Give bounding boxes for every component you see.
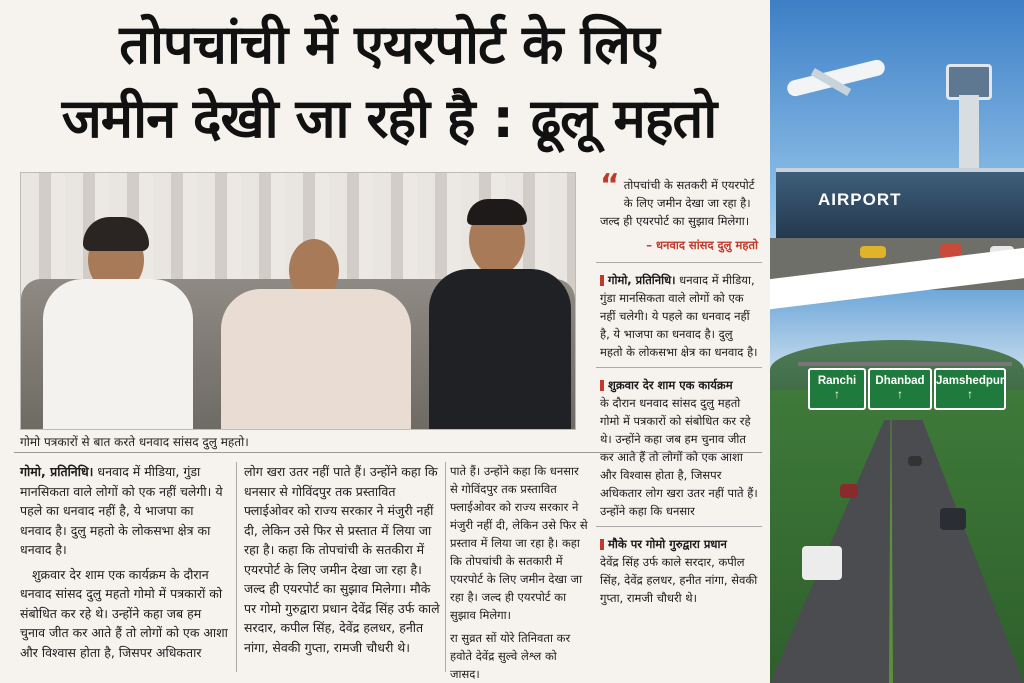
section-text: के दौरान धनवाद सांसद दुलु महतो गोमो में पत्रकारों को संबोधित कर रहे थे। उन्होंने कहा जब हम चुनाव जीत कर आते हैं तो लोगों को एक आशा और विश्वास होता है, जिसपर अधिकतार लोग खरा उतर नहीं पाते हैं। उन्होंने कहा कि धनसार [600,396,758,518]
road-sign-jamshedpur: Jamshedpur ↑ [934,368,1006,410]
headline-line-1: तोपचांची में एयरपोर्ट के लिए [119,13,659,76]
article-paragraph: रा सुव्रत सों योरे तिनिवता कर हवोते देवेंद्र सुल्वे लेश्ल को जासद। [450,631,571,681]
sidebar-section [596,527,762,613]
news-photo [20,172,576,430]
article-column-1 [20,462,228,667]
section-marker-icon [600,380,604,391]
article-paragraph: लोग खरा उतर नहीं पाते हैं। उन्होंने कहा कि धनसार से गोविंदपुर तक प्रस्तावित फ्लाईओवर को राज्य सरकार ने मंजुरी नहीं दी, लेकिन उसे फिर से प्रस्तात में लिया जा रहा है। कहा कि तोपचांची के सतकीरा में एयरपोर्ट के लिए जमीन देखा जा रहा है। जल्द ही एयरपोर्ट का सुझाव मिलेगा। मौके पर गोमो गुरुद्वारा प्रधान देवेंद्र सिंह उर्फ काले सरदार, कपील सिंह, देवेंद्र हलधर, हनीत नांगा, सेवकी गुप्ता, रामजी चौधरी थे। [244,464,440,655]
column-divider [445,462,446,672]
sign-gantry [798,362,1012,366]
quote-author: – धनवाद सांसद दुलु महतो [646,238,758,252]
section-head: शुक्रवार देर शाम एक कार्यक्रम [608,378,733,392]
vehicle [940,508,966,530]
quote-text: तोपचांची के सतकरी में एयरपोर्ट के लिए जमीन देखा जा रहा है। जल्द ही एयरपोर्ट का सुझाव मिलेगा। [600,178,755,228]
illustration-panel [770,0,1024,683]
sidebar-section [596,263,762,368]
article-paragraph: गोमो, प्रतिनिधि। धनवाद में मीडिया, गुंडा मानसिकता वाले लोगों को एक नहीं चलेगी। ये पहले का धनवाद नहीं है, ये भाजपा का धनवाद है। दुलु महतो के लोकसभा क्षेत्र का धनवाद है। [20,464,223,557]
arrow-up-icon: ↑ [834,387,840,401]
headline-line-2: जमीन देखी जा रही है : ढूलू महतो [61,87,717,150]
vehicle [840,484,858,498]
section-marker-icon [600,275,604,286]
section-text: देवेंद्र सिंह उर्फ काले सरदार, कपील सिंह, देवेंद्र हलधर, हनीत नांगा, सेवकी गुप्ता, रामजी चौधरी थे। [600,555,758,605]
arrow-up-icon: ↑ [897,387,903,401]
road-sign-dhanbad: Dhanbad ↑ [868,368,932,410]
dateline: गोमो, प्रतिनिधि। [20,464,94,479]
arrow-up-icon: ↑ [967,387,973,401]
section-text: धनवाद में मीडिया, गुंडा मानसिकता वाले लोगों को एक नहीं चलेगी। ये पहले का धनवाद नहीं है, ये भाजपा का धनवाद है। दुलु महतो के लोकसभा क्षेत्र का धनवाद है। [600,273,758,359]
vehicle [860,246,886,258]
quote-box [596,168,762,263]
article-paragraph: शुक्रवार देर शाम एक कार्यक्रम के दौरान धनवाद सांसद दुलु महतो गोमो में पत्रकारों को संबोधित कर रहे थे। उन्होंने कहा जब हम चुनाव जीत कर आते हैं तो लोगों को एक आशा और विश्वास होता है, जिसपर अधिकतार [20,566,228,660]
quote-mark-icon: “ [600,168,620,203]
person-right [421,199,571,429]
section-marker-icon [600,539,604,550]
headline [14,8,764,156]
person-left-turban [43,209,193,429]
vehicle [908,456,922,466]
vehicle [802,546,842,580]
section-head: गोमो, प्रतिनिधि। [608,273,676,287]
section-head: मौके पर गोमो गुरुद्वारा प्रधान [608,537,727,551]
road-sign-ranchi: Ranchi ↑ [808,368,866,410]
article-column-3 [450,462,588,683]
article-paragraph: पाते हैं। उन्होंने कहा कि धनसार से गोविंदपुर तक प्रस्तावित फ्लाईओवर को राज्य सरकार ने मंजुरी नहीं दी, लेकिन उसे फिर से प्रस्ताव में लिया जा रहा है। कहा कि तोपचांची के सतकारी में एयरपोर्ट के लिए जमीन देखा जा रहा है। जल्द ही एयरपोर्ट का सुझाव मिलेगा। [450,464,588,622]
person-center [211,219,411,429]
column-divider [236,462,237,672]
sidebar-section [596,368,762,527]
article-column-2 [244,462,440,662]
sidebar [596,168,762,678]
photo-caption: गोमो पत्रकारों से बात करते धनवाद सांसद दुलु महतो। [20,435,249,449]
airport-sign: AIRPORT [818,190,902,209]
